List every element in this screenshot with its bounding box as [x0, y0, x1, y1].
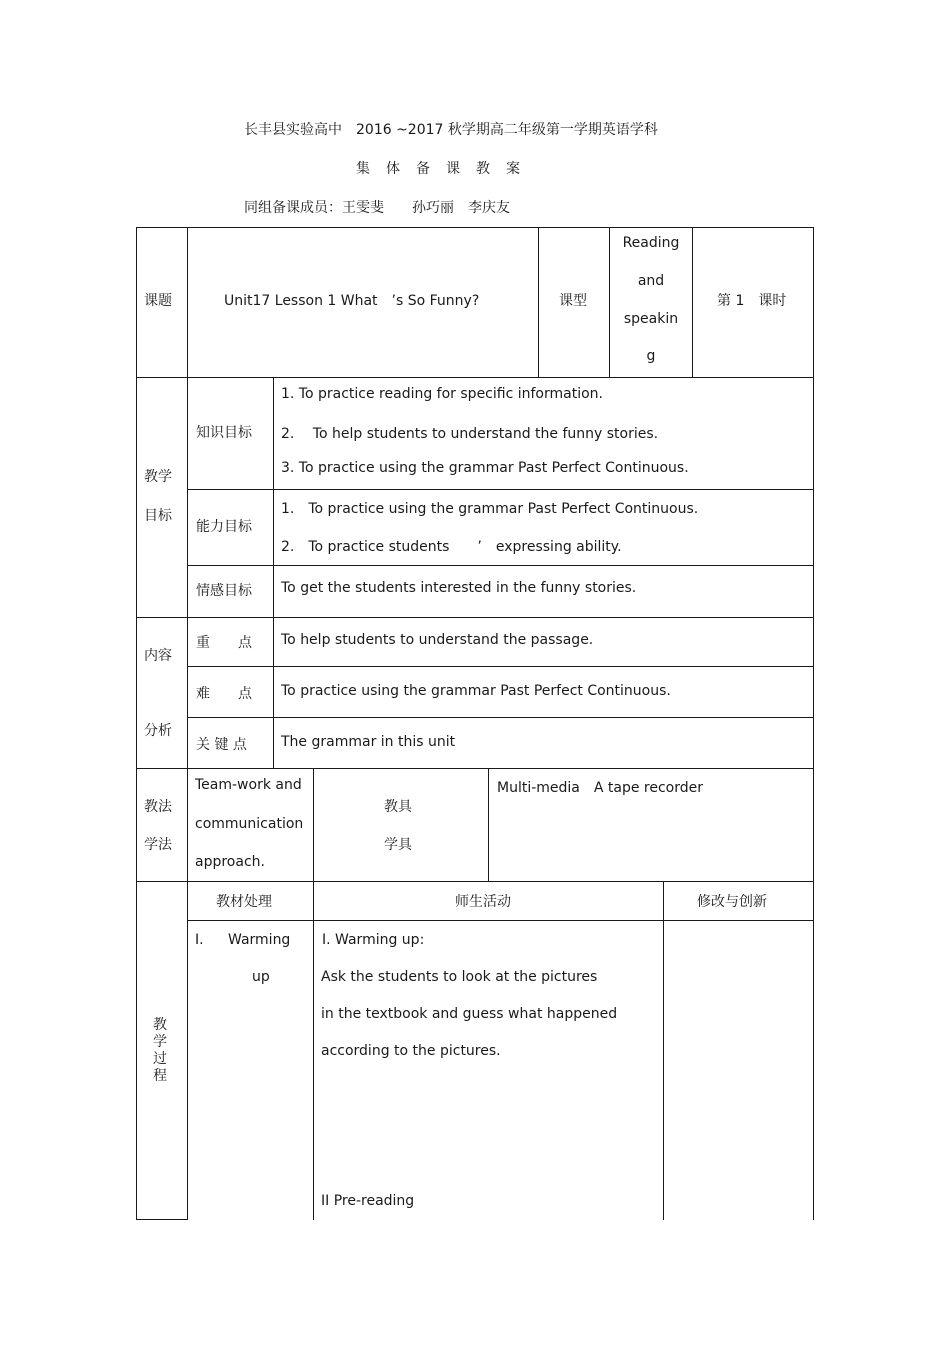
school-title: 长丰县实验高中 2016 ~2017 秋学期高二年级第一学期英语学科 [244, 122, 658, 138]
content-label-top: 内容 [144, 648, 172, 664]
key-point-value: The grammar in this unit [281, 734, 456, 750]
period-value: 第 1 课时 [717, 293, 787, 309]
topic-label: 课题 [144, 293, 172, 309]
focus-label: 重 点 [196, 635, 252, 651]
content-label-bottom: 分析 [144, 723, 172, 739]
tools-value: Multi-media A tape recorder [497, 780, 704, 796]
ability-label: 能力目标 [196, 519, 252, 535]
activity-line-3: according to the pictures. [321, 1043, 501, 1059]
col-header-revision: 修改与创新 [697, 894, 767, 910]
activity-next-heading: II Pre-reading [321, 1193, 415, 1209]
col-header-material: 教材处理 [216, 894, 272, 910]
document-title: 集 体 备 课 教 案 [356, 161, 521, 177]
methods-label-top: 教法 [144, 799, 172, 815]
key-point-label: 关 键 点 [196, 737, 247, 753]
difficulty-value: To practice using the grammar Past Perfect Continuous. [281, 683, 671, 699]
tools-label-bottom: 学具 [384, 837, 412, 853]
knowledge-item-2: 2. To help students to understand the funny stories. [281, 426, 659, 442]
activity-line-2: in the textbook and guess what happened [321, 1006, 618, 1022]
objectives-label-top: 教学 [144, 469, 172, 485]
ability-item-2: 2. To practice students ’ expressing ability. [281, 539, 622, 555]
members-line: 同组备课成员：王雯斐 孙巧丽 李庆友 [244, 200, 510, 216]
methods-label-bottom: 学法 [144, 837, 172, 853]
activity-heading: Ⅰ. Warming up: [322, 932, 425, 948]
tools-label-top: 教具 [384, 799, 412, 815]
emotion-value: To get the students interested in the funny stories. [281, 580, 637, 596]
knowledge-label: 知识目标 [196, 425, 252, 441]
emotion-label: 情感目标 [196, 583, 252, 599]
knowledge-item-1: 1. To practice reading for specific information. [281, 386, 603, 402]
ability-item-1: 1. To practice using the grammar Past Perfect Continuous. [281, 501, 699, 517]
objectives-label-bottom: 目标 [144, 508, 172, 524]
activity-line-1: Ask the students to look at the pictures [321, 969, 598, 985]
knowledge-item-3: 3. To practice using the grammar Past Perfect Continuous. [281, 460, 689, 476]
topic-value: Unit17 Lesson 1 What ’s So Funny? [224, 293, 480, 309]
difficulty-label: 难 点 [196, 686, 252, 702]
focus-value: To help students to understand the passage. [281, 632, 594, 648]
type-label: 课型 [559, 293, 587, 309]
col-header-activity: 师生活动 [455, 894, 511, 910]
